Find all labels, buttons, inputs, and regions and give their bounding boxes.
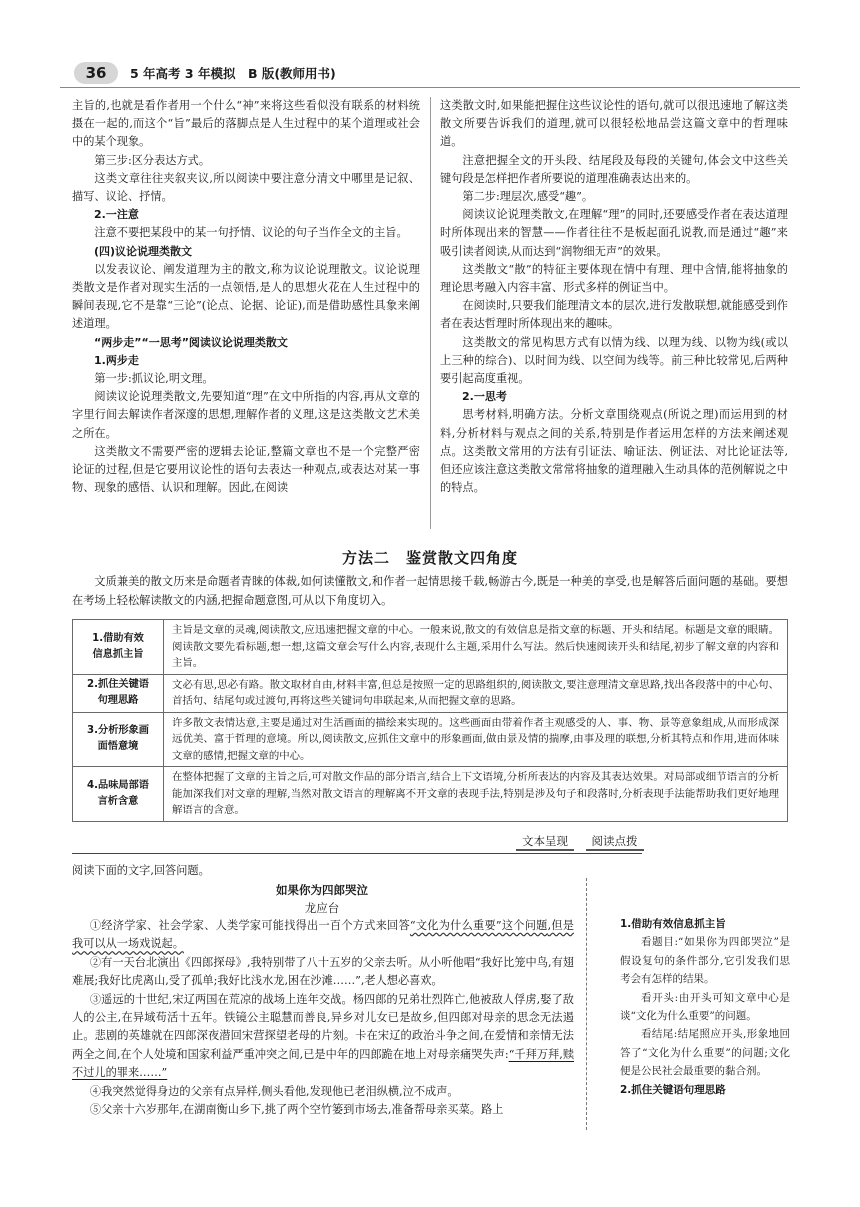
method-title: 方法二 鉴赏散文四角度 <box>341 549 518 567</box>
paragraph: 在阅读时,只要我们能理清文本的层次,进行发散联想,就能感受到作者在表达哲理时所体现出来的趣味。 <box>440 299 788 331</box>
paragraph: 这类散文时,如果能把握住这些议论性的语句,就可以很迅速地了解这类散文所要告诉我们的道理,就可以很轻松地品尝这篇文章中的哲理味道。 <box>440 99 788 149</box>
row-label: 2.抓住关键语 句理思路 <box>73 674 164 712</box>
dashed-divider <box>586 878 587 1130</box>
note-text: 看开头:由开头可知文章中心是谈“文化为什么重要”的问题。 <box>620 991 790 1023</box>
section-subheading: “两步走”“一思考”阅读议论说理类散文 <box>94 335 288 349</box>
method-intro: 文质兼美的散文历来是命题者青睐的体裁,如何读懂散文,和作者一起情思接千载,畅游古今,既是一种美的享受,也是解答后面问题的基础。要想在考场上轻松解读散文的内涵,把握命题意图,可从以下角度切入。 <box>72 575 788 607</box>
paragraph: 阅读议论说理类散文,在理解“理”的同时,还要感受作者在表达道理时所体现出来的智慧——作者往往不是板起面孔说教,而是通过“趣”来吸引读者阅读,从而达到“润物细无声”的效果。 <box>440 208 788 258</box>
left-column <box>72 97 420 497</box>
paragraph: 这类散文“散”的特征主要体现在情中有理、理中含情,能将抽象的理论思考融入内容丰富、形式多样的例证当中。 <box>440 262 788 295</box>
note-heading: 1.借助有效信息抓主旨 <box>620 918 726 930</box>
row-text: 主旨是文章的灵魂,阅读散文,应迅速把握文章的中心。一般来说,散文的有效信息是指文章的标题、开头和结尾。标题是文章的眼睛。阅读散文要先看标题,想一想,这篇文章会写什么内容,表现什么主题,采用什么写法。然后快速阅读开头和结尾,初步了解文章的内容和主旨。 <box>164 620 788 675</box>
article-paragraph: ①经济学家、社会学家、人类学家可能找得出一百个方式来回答“文化为什么重要”这个问题,但是我可以从一场戏说起。 <box>72 919 574 951</box>
paragraph: 第二步:理层次,感受“趣”。 <box>462 190 594 204</box>
paragraph: 思考材料,明确方法。分析文章围绕观点(所说之理)而运用到的材料,分析材料与观点之间的关系,特别是作者运用怎样的方法来阐述观点。这类散文常用的方法有引证法、喻证法、例证法、对比论证法等,但还应该注意这类散文常常将抽象的道理融入生动具体的范例解说之中的特点。 <box>440 408 788 495</box>
column-divider <box>430 97 431 529</box>
tab-text-presentation: 文本呈现 <box>516 833 574 851</box>
table-row <box>73 620 788 675</box>
row-text: 文必有思,思必有路。散文取材自由,材料丰富,但总是按照一定的思路组织的,阅读散文,要注意理清文章思路,找出各段落中的中心句、首括句、结尾句或过渡句,再将这些关键词句串联起来,从而把握文章的思路。 <box>164 674 788 712</box>
section-tabs <box>516 833 644 851</box>
article-author: 龙应台 <box>304 901 340 915</box>
article-paragraph: ③遥远的十世纪,宋辽两国在荒凉的战场上连年交战。杨四郎的兄弟壮烈阵亡,他被敌人俘虏,娶了敌人的公主,在异域苟活十五年。铁镜公主聪慧而善良,异乡对儿女已是故乡,但四郎对母亲的思念无法遏止。悲剧的英雄就在四郎深夜潜回宋营探望老母的片刻。卡在宋辽的政治斗争之间,在爱情和亲情无法两全之间,在个人处境和国家利益严重冲突之间,已是中年的四郎跪在地上对母亲痛哭失声:“千拜万拜,赎不过儿的罪来……” <box>72 992 575 1080</box>
note-heading: 2.抓住关键语句理思路 <box>620 1083 726 1096</box>
note-text: 看结尾:结尾照应开头,形象地回答了“文化为什么重要”的问题;文化便是公民社会最重要的黏合剂。 <box>620 1028 790 1078</box>
right-column <box>440 97 788 497</box>
row-label: 4.品味局部语 言析含意 <box>73 767 164 822</box>
reading-task: 阅读下面的文字,回答问题。 <box>72 864 210 877</box>
section-subheading: (四)议论说理类散文 <box>94 244 193 258</box>
reading-notes <box>620 915 790 1099</box>
header-rule <box>60 87 800 88</box>
paragraph: 第一步:抓议论,明文理。 <box>94 372 214 386</box>
tab-reading-guide: 阅读点拨 <box>586 833 644 851</box>
section-subheading: 1.两步走 <box>94 353 139 367</box>
paragraph: 这类散文的常见构思方式有以情为线、以理为线、以物为线(或以上三种的综合)、以时间为线、以空间为线等。前三种比较常见,后两种要引起高度重视。 <box>440 335 788 386</box>
section-subheading: 2.一思考 <box>462 390 507 404</box>
tips-table <box>72 619 788 822</box>
row-label: 1.借助有效 信息抓主旨 <box>73 620 164 675</box>
paragraph: 主旨的,也就是看作者用一个什么“神”来将这些看似没有联系的材料统摄在一起的,而这个“旨”最后的落脚点是人生过程中的某个道理或社会中的某个现象。 <box>72 99 420 149</box>
row-text: 在整体把握了文章的主旨之后,可对散文作品的部分语言,结合上下文语境,分析所表达的内容及其表达效果。对局部或细节语言的分析能加深我们对文章的理解,当然对散文语言的理解离不开文章的表现手法,特别是涉及句子和段落时,分析表现手法能帮助我们更好地理解语言的含意。 <box>164 767 788 822</box>
paragraph: 阅读议论说理类散文,先要知道“理”在文中所指的内容,再从文章的字里行间去解读作者深邃的思想,理解作者的义理,这是这类散文艺术美之所在。 <box>72 390 420 440</box>
article-paragraph: ⑤父亲十六岁那年,在湖南衡山乡下,挑了两个空竹篓到市场去,准备帮母亲买菜。路上 <box>89 1103 504 1117</box>
page-header <box>60 62 800 88</box>
paragraph: 第三步:区分表达方式。 <box>94 153 211 167</box>
book-title: 5 年高考 3 年模拟 B 版(教师用书) <box>130 66 336 81</box>
tab-rule <box>72 853 642 854</box>
table-row <box>73 712 788 767</box>
table-row <box>73 674 788 712</box>
paragraph: 这类文章往往夹叙夹议,所以阅读中要注意分清文中哪里是记叙、描写、议论、抒情。 <box>72 171 420 204</box>
paragraph: 注意把握全文的开头段、结尾段及每段的关键句,体会文中这些关键句段是怎样把作者所要说的道理准确表达出来的。 <box>440 153 788 185</box>
article-paragraph: ④我突然觉得身边的父亲有点异样,侧头看他,发现他已老泪纵横,泣不成声。 <box>89 1084 459 1098</box>
paragraph: 以发表议论、阐发道理为主的散文,称为议论说理散文。议论说理类散文是作者对现实生活的一点领悟,是人的思想火花在人生过程中的瞬间表现,它不是靠“三论”(论点、论据、论证),而是借助感性具象来阐述道理。 <box>72 262 420 331</box>
wavy-underlined-text: “文化为什么重要”这个问题 <box>409 919 548 932</box>
underlined-text: “千拜万拜,赎不过儿的罪来……” <box>72 1047 575 1080</box>
table-row <box>73 767 788 822</box>
paragraph: 这类散文不需要严密的逻辑去论证,整篇文章也不是一个完整严密论证的过程,但是它要用议论性的语句去表达一种观点,或表达对某一事物、现象的感悟、认识和理解。因此,在阅读 <box>72 444 420 495</box>
article-body <box>72 917 574 1119</box>
note-text: 看题目:“如果你为四郎哭泣”是假设复句的条件部分,它引发我们思考会有怎样的结果。 <box>620 936 790 986</box>
row-label: 3.分析形象画 面悟意境 <box>73 712 164 767</box>
article-title: 如果你为四郎哭泣 <box>276 883 368 897</box>
section-subheading: 2.一注意 <box>94 208 139 222</box>
page-number: 36 <box>74 62 118 84</box>
paragraph: 注意不要把某段中的某一句抒情、议论的句子当作全文的主旨。 <box>94 226 408 240</box>
article-paragraph: ②有一天台北演出《四郎探母》,我特别带了八十五岁的父亲去听。从小听他唱“我好比笼中鸟,有翅难展;我好比虎离山,受了孤单;我好比浅水龙,困在沙滩……”,老人想必喜欢。 <box>72 955 574 988</box>
row-text: 许多散文表情达意,主要是通过对生活画面的描绘来实现的。这些画面由带着作者主观感受的人、事、物、景等意象组成,从而形成深远优美、富于哲理的意境。所以,阅读散文,应抓住文章中的形象画面,做由景及情的揣摩,由事及理的联想,分析其特点和作用,进而体味文章的感情,把握文章的中心。 <box>164 712 788 767</box>
